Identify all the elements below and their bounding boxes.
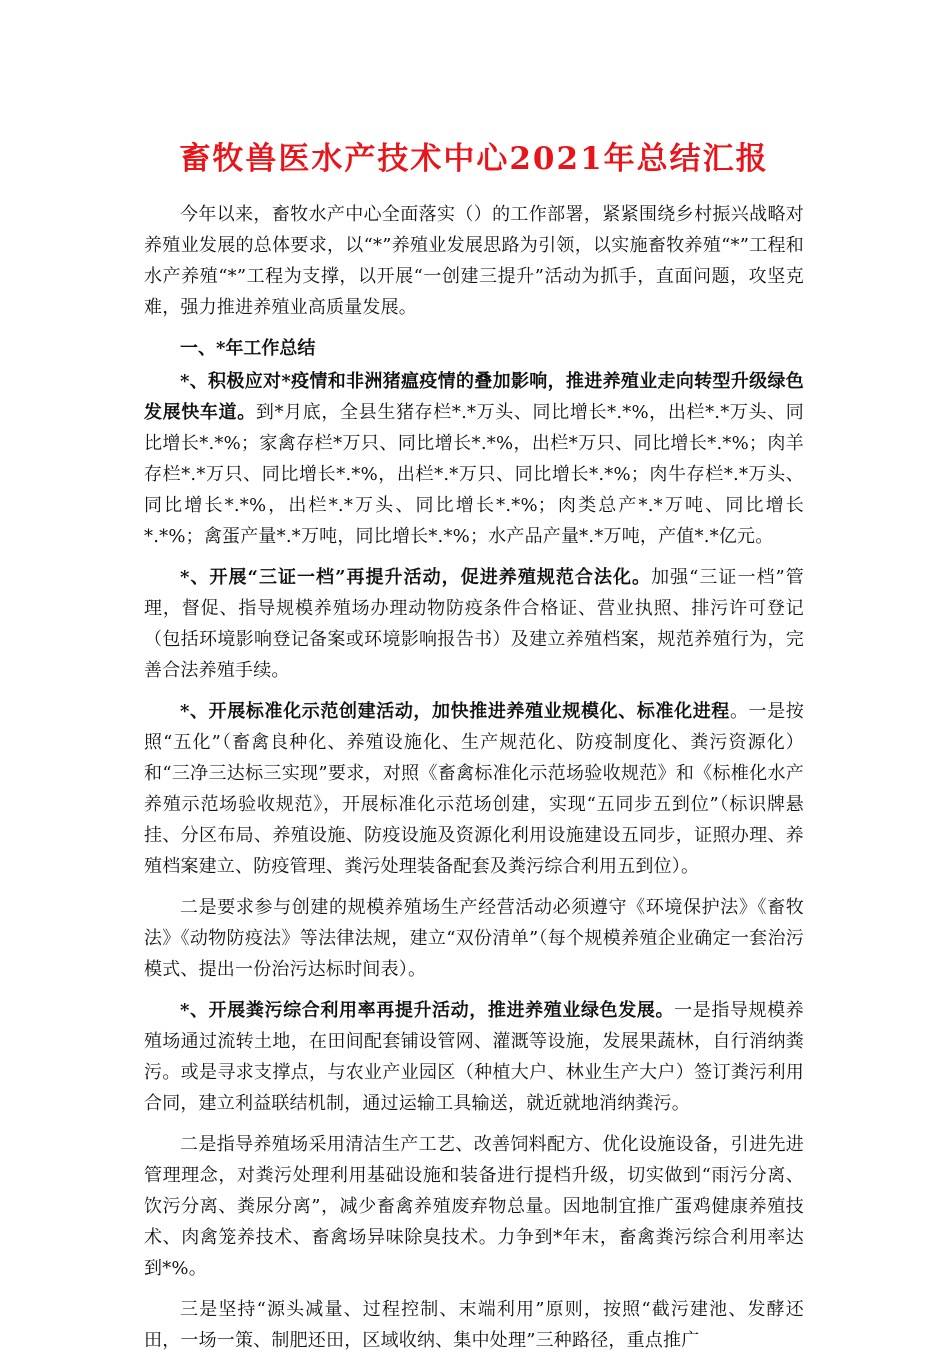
document-title: 畜牧兽医水产技术中心2021年总结汇报 bbox=[179, 141, 769, 177]
paragraph-lead: *、开展“三证一档”再提升活动，促进养殖规范合法化。 bbox=[180, 567, 652, 588]
paragraph-standardization bbox=[144, 696, 804, 882]
paragraph-livestock-stats bbox=[144, 366, 804, 552]
paragraph-manure-utilization bbox=[144, 995, 804, 1119]
paragraph-body: 到*月底，全县生猪存栏*.*万头、同比增长*.*%，出栏*.*万头、同比增长*.*%；家禽存栏*万只、同比增长*.*%，出栏*万只、同比增长*.*%；肉羊存栏*.*万只、同比增长*.*%，出栏*.*万只、同比增长*.*%；肉牛存栏*.*万头、同比增长*.*%，出栏*.*万头、同比增长*.*%；肉类总产*.*万吨、同比增长*.*%；禽蛋产量*.*万吨，同比增长*.*%；水产品产量*.*万吨，产值*.*亿元。 bbox=[144, 402, 804, 547]
paragraph-body: 加强“三证一档”管理，督促、指导规模养殖场办理动物防疫条件合格证、营业执照、排污许可登记（包括环境影响登记备案或环境影响报告书）及建立养殖档案，规范养殖行为，完善合法养殖手续。 bbox=[144, 567, 804, 681]
paragraph-principles: 三是坚持“源头减量、过程控制、末端利用”原则，按照“截污建池、发酵还田，一场一策、制肥还田，区域收纳、集中处理”三种路径，重点推广 bbox=[144, 1299, 804, 1351]
section-heading: 一、*年工作总结 bbox=[180, 338, 316, 359]
paragraph-lead: *、开展标准化示范创建活动，加快推进养殖业规模化、标准化进程 bbox=[180, 701, 730, 722]
paragraph-body: 。一是按照“五化”（畜禽良种化、养殖设施化、生产规范化、防疫制度化、粪污资源化）和“三净三达标三实现”要求，对照《畜禽标准化示范场验收规范》和《标椎化水产养殖示范场验收规范》，开展标准化示范场创建，实现“五同步五到位”（标识牌悬挂、分区布局、养殖设施、防疫设施及资源化利用设施建设五同步，证照办理、养殖档案建立、防疫管理、粪污处理装备配套及粪污综合利用五到位）。 bbox=[144, 701, 804, 877]
paragraph-body: 一是指导规模养殖场通过流转土地，在田间配套铺设管网、灌溉等设施，发展果蔬林，自行消纳粪污。或是寻求支撑点，与农业产业园区（种植大户、林业生产大户）签订粪污利用合同，建立利益联结机制，通过运输工具输送，就近就地消纳粪污。 bbox=[144, 1000, 804, 1114]
paragraph-certificates bbox=[144, 562, 804, 686]
intro-paragraph: 今年以来，畜牧水产中心全面落实（）的工作部署，紧紧围绕乡村振兴战略对养殖业发展的总体要求，以“*”养殖业发展思路为引领，以实施畜牧养殖“*”工程和水产养殖“*”工程为支撑，以开展“一创建三提升”活动为抓手，直面问题，攻坚克难，强力推进养殖业高质量发展。 bbox=[144, 204, 804, 318]
paragraph-lead: *、积极应对*疫情和非洲猪瘟疫情的叠加影响，推进养殖业走向转型升级绿色发展快车道。 bbox=[144, 371, 804, 423]
paragraph-regulations: 二是要求参与创建的规模养殖场生产经营活动必须遵守《环境保护法》《畜牧法》《动物防疫法》等法律法规，建立“双份清单”（每个规模养殖企业确定一套治污模式、提出一份治污达标时间表）。 bbox=[144, 897, 804, 980]
paragraph-lead: *、开展粪污综合利用率再提升活动，推进养殖业绿色发展。 bbox=[180, 1000, 675, 1021]
paragraph-clean-production: 二是指导养殖场采用清洁生产工艺、改善饲料配方、优化设施设备，引进先进管理理念，对粪污处理利用基础设施和装备进行提档升级，切实做到“雨污分离、饮污分离、粪尿分离”，减少畜禽养殖废弃物总量。因地制宜推广蛋鸡健康养殖技术、肉禽笼养技术、畜禽场异味除臭技术。力争到*年末，畜禽粪污综合利用率达到*%。 bbox=[144, 1134, 804, 1279]
